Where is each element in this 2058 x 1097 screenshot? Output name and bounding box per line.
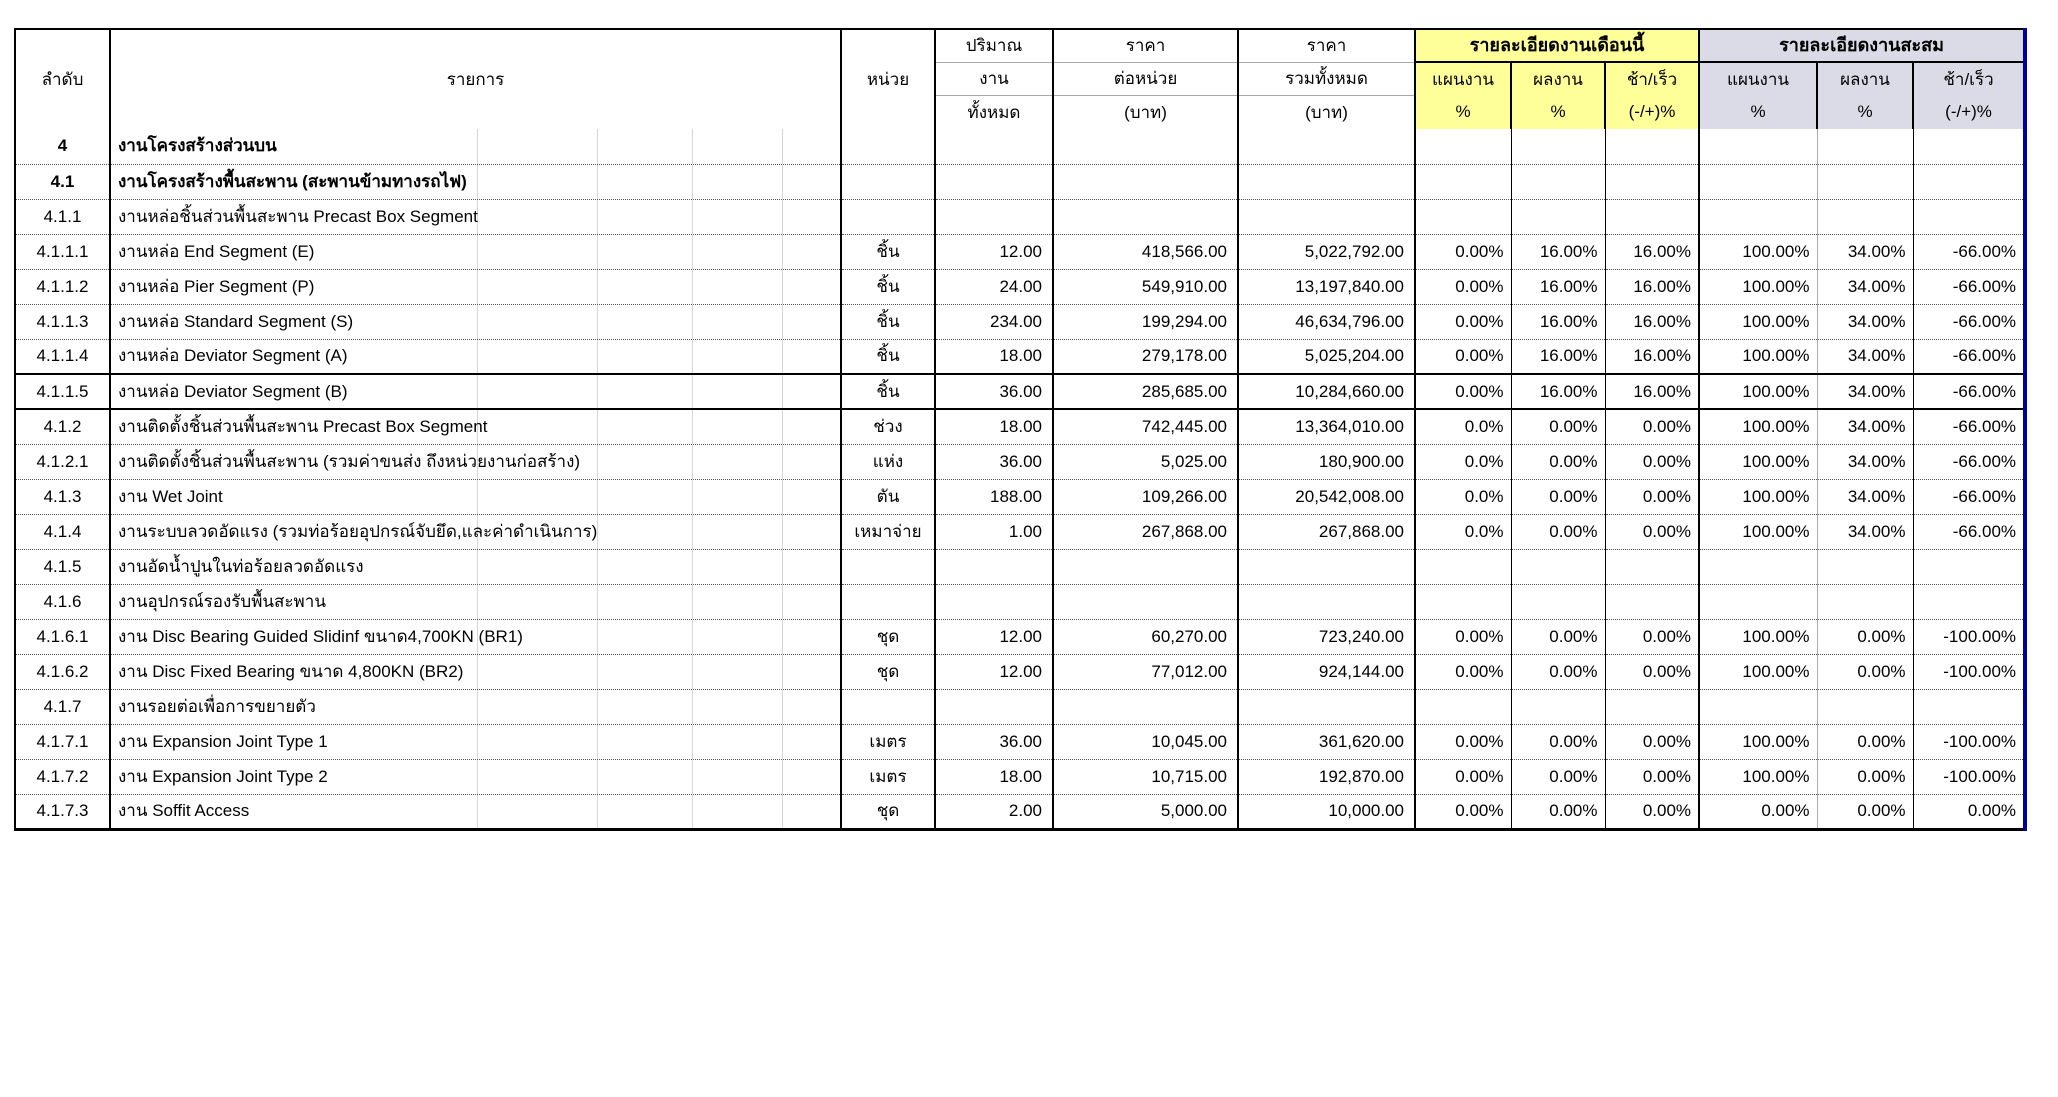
cell-unit-price [1053, 129, 1238, 164]
cell-quantity: 12.00 [935, 654, 1053, 689]
header-month-diff-unit: (-/+)% [1628, 102, 1676, 121]
cell-month-actual [1511, 199, 1605, 234]
cell-cum-actual: 0.00% [1817, 724, 1913, 759]
cell-month-actual [1511, 584, 1605, 619]
cell-no: 4.1.1.3 [15, 304, 110, 339]
table-row [15, 654, 2025, 689]
cell-unit-price: 109,266.00 [1053, 479, 1238, 514]
cell-no: 4.1.1.5 [15, 374, 110, 409]
cell-cum-diff: -66.00% [1913, 479, 2025, 514]
cell-month-actual: 16.00% [1511, 374, 1605, 409]
cell-quantity: 188.00 [935, 479, 1053, 514]
cell-quantity [935, 164, 1053, 199]
cell-description: งานติดตั้งชิ้นส่วนพื้นสะพาน (รวมค่าขนส่ง ถึงหน่วยงานก่อสร้าง) [110, 444, 841, 479]
header-month-actual-unit: % [1550, 102, 1566, 121]
cell-unit-price: 10,715.00 [1053, 759, 1238, 794]
cell-cum-actual [1817, 129, 1913, 164]
cell-cum-diff: -100.00% [1913, 724, 2025, 759]
cell-description: งานหล่อ Deviator Segment (B) [110, 374, 841, 409]
cell-month-diff: 0.00% [1605, 654, 1699, 689]
header-unit-price-line2: ต่อหน่วย [1053, 62, 1238, 96]
cell-description: งานอุปกรณ์รองรับพื้นสะพาน [110, 584, 841, 619]
cell-unit-price: 279,178.00 [1053, 339, 1238, 374]
cell-no: 4.1.6.1 [15, 619, 110, 654]
cell-month-diff: 16.00% [1605, 304, 1699, 339]
header-quantity-line2: งาน [935, 62, 1053, 96]
cell-month-plan: 0.0% [1415, 444, 1511, 479]
cell-cum-plan: 0.00% [1699, 794, 1817, 829]
cell-no: 4.1.1.4 [15, 339, 110, 374]
header-month-group-title: รายละเอียดงานเดือนนี้ [1415, 29, 1699, 62]
cell-month-actual [1511, 549, 1605, 584]
cell-cum-diff: -66.00% [1913, 514, 2025, 549]
cell-quantity: 12.00 [935, 234, 1053, 269]
cell-cum-diff: -66.00% [1913, 444, 2025, 479]
header-month-diff [1605, 62, 1699, 129]
table-row [15, 479, 2025, 514]
cell-total-price: 361,620.00 [1238, 724, 1415, 759]
cell-month-actual: 0.00% [1511, 759, 1605, 794]
cell-month-actual: 0.00% [1511, 479, 1605, 514]
header-cum-diff [1913, 62, 2025, 129]
cell-cum-plan: 100.00% [1699, 759, 1817, 794]
cell-cum-plan: 100.00% [1699, 374, 1817, 409]
cell-total-price: 723,240.00 [1238, 619, 1415, 654]
cell-unit [841, 584, 935, 619]
cell-total-price [1238, 199, 1415, 234]
cell-quantity: 2.00 [935, 794, 1053, 829]
header-cum-plan-label: แผนงาน [1727, 70, 1790, 89]
table-row [15, 304, 2025, 339]
table-row [15, 444, 2025, 479]
table-row [15, 759, 2025, 794]
cell-quantity: 12.00 [935, 619, 1053, 654]
cell-month-plan: 0.00% [1415, 269, 1511, 304]
cell-cum-actual: 34.00% [1817, 339, 1913, 374]
cell-unit: เหมาจ่าย [841, 514, 935, 549]
cell-month-diff [1605, 584, 1699, 619]
cell-month-actual: 16.00% [1511, 339, 1605, 374]
cell-unit-price [1053, 164, 1238, 199]
cell-cum-diff [1913, 164, 2025, 199]
cell-month-diff [1605, 129, 1699, 164]
cell-month-plan: 0.00% [1415, 339, 1511, 374]
cell-quantity [935, 129, 1053, 164]
cell-cum-plan [1699, 199, 1817, 234]
cell-month-plan [1415, 164, 1511, 199]
header-month-plan-label: แผนงาน [1431, 70, 1494, 89]
cell-unit [841, 199, 935, 234]
cell-total-price [1238, 549, 1415, 584]
header-cum-plan [1699, 62, 1817, 129]
cell-cum-plan: 100.00% [1699, 234, 1817, 269]
cell-unit-price: 549,910.00 [1053, 269, 1238, 304]
cell-month-actual: 0.00% [1511, 409, 1605, 444]
cell-description: งานรอยต่อเพื่อการขยายตัว [110, 689, 841, 724]
cell-unit: ชิ้น [841, 304, 935, 339]
cell-cum-plan [1699, 129, 1817, 164]
cell-no: 4.1.1 [15, 199, 110, 234]
table-row [15, 374, 2025, 409]
table-row [15, 164, 2025, 199]
header-quantity-line1: ปริมาณ [935, 29, 1053, 62]
cell-month-plan [1415, 549, 1511, 584]
cell-unit [841, 164, 935, 199]
table-row [15, 689, 2025, 724]
cell-month-plan: 0.00% [1415, 724, 1511, 759]
cell-quantity: 18.00 [935, 759, 1053, 794]
table-row [15, 129, 2025, 164]
cell-total-price: 267,868.00 [1238, 514, 1415, 549]
cell-unit: ชิ้น [841, 234, 935, 269]
cell-month-actual: 0.00% [1511, 654, 1605, 689]
cell-unit-price: 285,685.00 [1053, 374, 1238, 409]
cell-cum-plan: 100.00% [1699, 304, 1817, 339]
header-cum-diff-unit: (-/+)% [1945, 102, 1992, 121]
cell-cum-actual: 0.00% [1817, 619, 1913, 654]
cell-quantity [935, 584, 1053, 619]
cell-cum-diff: -66.00% [1913, 374, 2025, 409]
cell-unit-price: 742,445.00 [1053, 409, 1238, 444]
cell-unit: เมตร [841, 724, 935, 759]
header-cum-diff-label: ช้า/เร็ว [1943, 70, 1994, 89]
cell-unit-price [1053, 199, 1238, 234]
cell-cum-plan [1699, 584, 1817, 619]
cell-total-price: 5,025,204.00 [1238, 339, 1415, 374]
cell-month-actual: 16.00% [1511, 234, 1605, 269]
cell-no: 4.1.7.1 [15, 724, 110, 759]
cell-cum-plan: 100.00% [1699, 479, 1817, 514]
boq-table [14, 28, 2027, 831]
cell-month-diff [1605, 164, 1699, 199]
cell-month-actual [1511, 129, 1605, 164]
cell-unit-price: 5,000.00 [1053, 794, 1238, 829]
table-row [15, 269, 2025, 304]
table-row [15, 794, 2025, 829]
cell-quantity: 36.00 [935, 724, 1053, 759]
cell-month-plan: 0.00% [1415, 619, 1511, 654]
cell-description: งาน Soffit Access [110, 794, 841, 829]
cell-cum-plan: 100.00% [1699, 724, 1817, 759]
cell-month-diff: 0.00% [1605, 619, 1699, 654]
cell-unit-price [1053, 549, 1238, 584]
cell-month-diff: 0.00% [1605, 514, 1699, 549]
cell-month-diff: 16.00% [1605, 234, 1699, 269]
cell-unit: แห่ง [841, 444, 935, 479]
cell-month-actual: 0.00% [1511, 444, 1605, 479]
cell-month-actual [1511, 689, 1605, 724]
cell-unit: ชิ้น [841, 374, 935, 409]
cell-cum-actual: 34.00% [1817, 409, 1913, 444]
cell-month-diff: 0.00% [1605, 759, 1699, 794]
cell-description: งานหล่อ Standard Segment (S) [110, 304, 841, 339]
table-row [15, 514, 2025, 549]
cell-cum-plan: 100.00% [1699, 409, 1817, 444]
cell-month-plan [1415, 584, 1511, 619]
cell-quantity: 18.00 [935, 339, 1053, 374]
cell-description: งาน Expansion Joint Type 1 [110, 724, 841, 759]
cell-no: 4.1.1.2 [15, 269, 110, 304]
cell-unit-price: 267,868.00 [1053, 514, 1238, 549]
cell-total-price: 924,144.00 [1238, 654, 1415, 689]
cell-quantity: 18.00 [935, 409, 1053, 444]
cell-cum-actual: 34.00% [1817, 374, 1913, 409]
cell-cum-actual [1817, 689, 1913, 724]
cell-unit-price: 199,294.00 [1053, 304, 1238, 339]
header-month-actual-label: ผลงาน [1533, 70, 1583, 89]
cell-total-price: 180,900.00 [1238, 444, 1415, 479]
cell-month-plan [1415, 129, 1511, 164]
header-cum-actual-unit: % [1857, 102, 1873, 121]
cell-unit: ตัน [841, 479, 935, 514]
cell-cum-plan: 100.00% [1699, 514, 1817, 549]
cell-total-price [1238, 164, 1415, 199]
cell-cum-actual [1817, 199, 1913, 234]
cell-cum-diff: -66.00% [1913, 409, 2025, 444]
cell-quantity: 36.00 [935, 444, 1053, 479]
cell-month-diff: 16.00% [1605, 374, 1699, 409]
cell-quantity: 1.00 [935, 514, 1053, 549]
cell-cum-plan [1699, 164, 1817, 199]
cell-no: 4 [57, 136, 68, 156]
cell-cum-actual: 34.00% [1817, 234, 1913, 269]
cell-month-actual: 16.00% [1511, 304, 1605, 339]
cell-cum-diff: -100.00% [1913, 759, 2025, 794]
cell-description: งานหล่อชิ้นส่วนพื้นสะพาน Precast Box Segment [110, 199, 841, 234]
header-quantity-line3: ทั้งหมด [935, 96, 1053, 130]
cell-no: 4.1.7.3 [15, 794, 110, 829]
table-row [15, 584, 2025, 619]
cell-month-actual: 0.00% [1511, 514, 1605, 549]
cell-month-diff: 0.00% [1605, 724, 1699, 759]
cell-month-diff [1605, 689, 1699, 724]
cell-unit-price [1053, 689, 1238, 724]
cell-month-diff [1605, 199, 1699, 234]
cell-no: 4.1.1.1 [15, 234, 110, 269]
cell-no: 4.1.6 [15, 584, 110, 619]
cell-description: งานโครงสร้างส่วนบน [110, 129, 841, 164]
cell-cum-actual: 34.00% [1817, 514, 1913, 549]
cell-total-price: 10,000.00 [1238, 794, 1415, 829]
cell-no: 4.1.6.2 [15, 654, 110, 689]
cell-month-plan: 0.0% [1415, 479, 1511, 514]
header-total-price-line1: ราคา [1238, 29, 1415, 62]
cell-unit: เมตร [841, 759, 935, 794]
cell-no: 4.1.3 [15, 479, 110, 514]
cell-no: 4.1 [15, 164, 110, 199]
cell-no: 4.1.7.2 [15, 759, 110, 794]
cell-no: 4.1.2.1 [15, 444, 110, 479]
cell-unit-price: 10,045.00 [1053, 724, 1238, 759]
cell-cum-actual: 34.00% [1817, 444, 1913, 479]
cell-quantity: 36.00 [935, 374, 1053, 409]
cell-cum-actual [1817, 164, 1913, 199]
cell-month-diff: 16.00% [1605, 339, 1699, 374]
cell-total-price [1238, 689, 1415, 724]
cell-quantity: 24.00 [935, 269, 1053, 304]
table-header [15, 29, 2025, 129]
table-row [15, 409, 2025, 444]
cell-unit: ชุด [841, 619, 935, 654]
cell-unit-price: 77,012.00 [1053, 654, 1238, 689]
cell-month-diff: 0.00% [1605, 409, 1699, 444]
cell-total-price [1238, 584, 1415, 619]
table-row [15, 339, 2025, 374]
cell-month-diff: 16.00% [1605, 269, 1699, 304]
cell-description: งานหล่อ Pier Segment (P) [110, 269, 841, 304]
cell-cum-diff: -100.00% [1913, 654, 2025, 689]
cell-cum-actual: 0.00% [1817, 794, 1913, 829]
header-cum-actual-label: ผลงาน [1840, 70, 1890, 89]
cell-total-price: 192,870.00 [1238, 759, 1415, 794]
cell-total-price: 13,364,010.00 [1238, 409, 1415, 444]
cell-month-plan [1415, 689, 1511, 724]
cell-description: งานระบบลวดอัดแรง (รวมท่อร้อยอุปกรณ์จับยึด,และค่าดำเนินการ) [110, 514, 841, 549]
cell-total-price: 46,634,796.00 [1238, 304, 1415, 339]
cell-unit: ชุด [841, 794, 935, 829]
cell-total-price: 5,022,792.00 [1238, 234, 1415, 269]
cell-month-actual: 16.00% [1511, 269, 1605, 304]
header-unit-price-line3: (บาท) [1053, 96, 1238, 130]
cell-cum-plan: 100.00% [1699, 339, 1817, 374]
cell-month-diff: 0.00% [1605, 794, 1699, 829]
cell-unit [841, 549, 935, 584]
cell-unit [841, 689, 935, 724]
cell-total-price [1238, 129, 1415, 164]
cell-cum-plan: 100.00% [1699, 654, 1817, 689]
table-row [15, 234, 2025, 269]
cell-cum-diff: -66.00% [1913, 339, 2025, 374]
cell-month-plan: 0.00% [1415, 234, 1511, 269]
cell-unit [841, 129, 935, 164]
cell-cum-diff: -66.00% [1913, 234, 2025, 269]
cell-cum-diff [1913, 129, 2025, 164]
cell-cum-actual: 34.00% [1817, 304, 1913, 339]
cell-unit: ชิ้น [841, 339, 935, 374]
cell-cum-plan [1699, 689, 1817, 724]
header-month-diff-label: ช้า/เร็ว [1626, 70, 1678, 89]
cell-month-actual: 0.00% [1511, 794, 1605, 829]
cell-description: งานติดตั้งชิ้นส่วนพื้นสะพาน Precast Box Segment [110, 409, 841, 444]
table-body [15, 129, 2025, 829]
cell-unit-price: 5,025.00 [1053, 444, 1238, 479]
cell-description: งาน Wet Joint [110, 479, 841, 514]
cell-month-plan: 0.00% [1415, 794, 1511, 829]
cell-cum-actual: 34.00% [1817, 269, 1913, 304]
cell-cum-actual: 0.00% [1817, 654, 1913, 689]
cell-month-plan: 0.00% [1415, 374, 1511, 409]
cell-cum-diff: -66.00% [1913, 269, 2025, 304]
cell-total-price: 20,542,008.00 [1238, 479, 1415, 514]
cell-unit: ช่วง [841, 409, 935, 444]
header-month-plan [1415, 62, 1511, 129]
cell-unit-price: 418,566.00 [1053, 234, 1238, 269]
cell-quantity [935, 689, 1053, 724]
cell-cum-diff: 0.00% [1913, 794, 2025, 829]
cell-cum-actual [1817, 584, 1913, 619]
cell-cum-plan [1699, 549, 1817, 584]
cell-month-actual [1511, 164, 1605, 199]
cell-cum-plan: 100.00% [1699, 269, 1817, 304]
header-month-plan-unit: % [1455, 102, 1471, 121]
header-cumulative-group-title: รายละเอียดงานสะสม [1699, 29, 2025, 62]
header-unit: หน่วย [841, 29, 935, 129]
header-row-1 [15, 29, 2025, 62]
cell-cum-actual [1817, 549, 1913, 584]
cell-cum-actual: 34.00% [1817, 479, 1913, 514]
cell-month-actual: 0.00% [1511, 724, 1605, 759]
cell-month-plan: 0.00% [1415, 759, 1511, 794]
table-row [15, 724, 2025, 759]
header-cum-actual [1817, 62, 1913, 129]
cell-unit: ชิ้น [841, 269, 935, 304]
cell-cum-diff [1913, 199, 2025, 234]
cell-cum-plan: 100.00% [1699, 444, 1817, 479]
cell-no: 4.1.5 [15, 549, 110, 584]
header-total-price-line2: รวมทั้งหมด [1238, 62, 1415, 96]
table-row [15, 549, 2025, 584]
cell-month-actual: 0.00% [1511, 619, 1605, 654]
cell-total-price: 10,284,660.00 [1238, 374, 1415, 409]
cell-no: 4.1.7 [15, 689, 110, 724]
header-no: ลำดับ [41, 69, 84, 89]
header-month-actual [1511, 62, 1605, 129]
cell-unit: ชุด [841, 654, 935, 689]
cell-month-plan: 0.00% [1415, 654, 1511, 689]
header-unit-price-line1: ราคา [1053, 29, 1238, 62]
cell-month-diff: 0.00% [1605, 444, 1699, 479]
cell-cum-diff [1913, 584, 2025, 619]
cell-month-diff [1605, 549, 1699, 584]
cell-cum-diff: -100.00% [1913, 619, 2025, 654]
cell-description: งาน Disc Bearing Guided Slidinf ขนาด4,700KN (BR1) [110, 619, 841, 654]
header-item: รายการ [110, 29, 841, 129]
cell-description: งานโครงสร้างพื้นสะพาน (สะพานข้ามทางรถไฟ) [110, 164, 841, 199]
cell-quantity [935, 199, 1053, 234]
cell-month-diff: 0.00% [1605, 479, 1699, 514]
cell-cum-plan: 100.00% [1699, 619, 1817, 654]
cell-cum-diff [1913, 689, 2025, 724]
cell-description: งาน Disc Fixed Bearing ขนาด 4,800KN (BR2) [110, 654, 841, 689]
cell-cum-diff: -66.00% [1913, 304, 2025, 339]
table-row [15, 619, 2025, 654]
cell-description: งานหล่อ End Segment (E) [110, 234, 841, 269]
cell-month-plan: 0.00% [1415, 304, 1511, 339]
cell-cum-actual: 0.00% [1817, 759, 1913, 794]
cell-no: 4.1.4 [15, 514, 110, 549]
cell-description: งาน Expansion Joint Type 2 [110, 759, 841, 794]
cell-quantity: 234.00 [935, 304, 1053, 339]
table-row [15, 199, 2025, 234]
cell-quantity [935, 549, 1053, 584]
cell-cum-diff [1913, 549, 2025, 584]
cell-description: งานหล่อ Deviator Segment (A) [110, 339, 841, 374]
cell-month-plan: 0.0% [1415, 409, 1511, 444]
cell-total-price: 13,197,840.00 [1238, 269, 1415, 304]
cell-month-plan: 0.0% [1415, 514, 1511, 549]
cell-no: 4.1.2 [15, 409, 110, 444]
header-total-price-line3: (บาท) [1238, 96, 1415, 130]
cell-unit-price [1053, 584, 1238, 619]
cell-description: งานอัดน้ำปูนในท่อร้อยลวดอัดแรง [110, 549, 841, 584]
header-cum-plan-unit: % [1750, 102, 1766, 121]
cell-unit-price: 60,270.00 [1053, 619, 1238, 654]
cell-month-plan [1415, 199, 1511, 234]
